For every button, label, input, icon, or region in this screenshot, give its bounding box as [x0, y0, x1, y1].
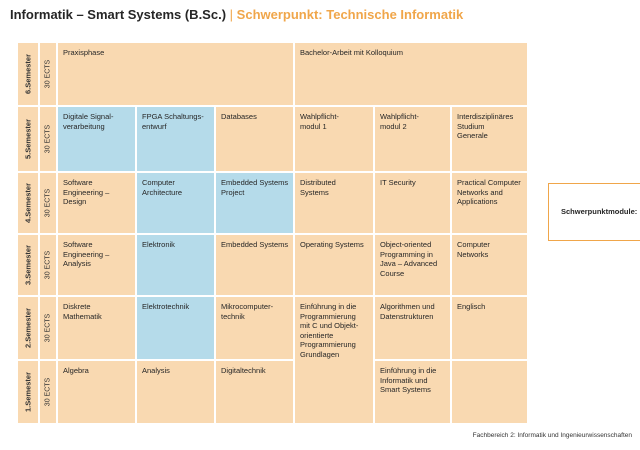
- module-cell: Computer Networks: [452, 235, 527, 295]
- curriculum-grid: [18, 43, 521, 417]
- focus-legend-label: Schwerpunktmodule:: [561, 207, 638, 216]
- ects-label: [40, 43, 56, 105]
- module-cell: Object-oriented Programming in Java – Advanced Course: [375, 235, 450, 295]
- title-separator: |: [229, 7, 234, 22]
- module-cell: Software Engineering – Analysis: [58, 235, 135, 295]
- module-cell: Digitale Signal- verarbeitung: [58, 107, 135, 171]
- module-cell: Software Engineering – Design: [58, 173, 135, 233]
- ects-label: [40, 173, 56, 233]
- module-cell: Diskrete Mathematik: [58, 297, 135, 359]
- semester-label: [18, 235, 38, 295]
- module-cell: Einführung in die Programmierung mit C und Objekt- orientierte Programmierung Grundlagen: [295, 297, 373, 423]
- module-cell: Englisch: [452, 297, 527, 359]
- module-cell: Digitaltechnik: [216, 361, 293, 423]
- module-cell: Operating Systems: [295, 235, 373, 295]
- ects-label-text: 30 ECTS: [44, 59, 52, 89]
- empty-module-cell: [452, 361, 527, 423]
- semester-label-text: 4.Semester: [23, 182, 33, 224]
- semester-label: [18, 173, 38, 233]
- module-cell: Distributed Systems: [295, 173, 373, 233]
- ects-label-text: 30 ECTS: [44, 377, 52, 407]
- ects-label-text: 30 ECTS: [44, 188, 52, 218]
- module-cell: Embedded Systems Project: [216, 173, 293, 233]
- semester-label: [18, 43, 38, 105]
- focus-title: Schwerpunkt: Technische Informatik: [236, 7, 464, 22]
- page-title: [10, 7, 463, 22]
- module-cell: Databases: [216, 107, 293, 171]
- ects-label: [40, 361, 56, 423]
- program-title: Informatik – Smart Systems (B.Sc.): [10, 7, 227, 22]
- module-cell: Algebra: [58, 361, 135, 423]
- module-cell: Embedded Systems: [216, 235, 293, 295]
- module-cell: Computer Architecture: [137, 173, 214, 233]
- module-cell: Interdisziplinäres Studium Generale: [452, 107, 527, 171]
- semester-label-text: 3.Semester: [23, 244, 33, 286]
- ects-label: [40, 107, 56, 171]
- focus-legend: [548, 183, 640, 241]
- ects-label-text: 30 ECTS: [44, 124, 52, 154]
- semester-label-text: 2.Semester: [23, 307, 33, 349]
- semester-label: [18, 361, 38, 423]
- ects-label-text: 30 ECTS: [44, 313, 52, 343]
- ects-label: [40, 297, 56, 359]
- module-cell: Elektrotechnik: [137, 297, 214, 359]
- semester-label-text: 5.Semester: [23, 118, 33, 160]
- module-cell: Wahlpflicht- modul 1: [295, 107, 373, 171]
- module-cell: Praxisphase: [58, 43, 293, 105]
- module-cell: Elektronik: [137, 235, 214, 295]
- module-cell: Bachelor-Arbeit mit Kolloquium: [295, 43, 527, 105]
- module-cell: IT Security: [375, 173, 450, 233]
- department-footer: Fachbereich 2: Informatik und Ingenieurwissenschaften: [472, 432, 632, 439]
- semester-label: [18, 297, 38, 359]
- module-cell: Einführung in die Informatik und Smart Systems: [375, 361, 450, 423]
- semester-label-text: 6.Semester: [23, 53, 33, 95]
- semester-label-text: 1.Semester: [23, 371, 33, 413]
- module-cell: Wahlpflicht- modul 2: [375, 107, 450, 171]
- module-cell: Mikrocomputer- technik: [216, 297, 293, 359]
- module-cell: FPGA Schaltungs- entwurf: [137, 107, 214, 171]
- module-cell: Practical Computer Networks and Applications: [452, 173, 527, 233]
- ects-label: [40, 235, 56, 295]
- module-cell: Analysis: [137, 361, 214, 423]
- module-cell: Algorithmen und Datenstrukturen: [375, 297, 450, 359]
- ects-label-text: 30 ECTS: [44, 250, 52, 280]
- semester-label: [18, 107, 38, 171]
